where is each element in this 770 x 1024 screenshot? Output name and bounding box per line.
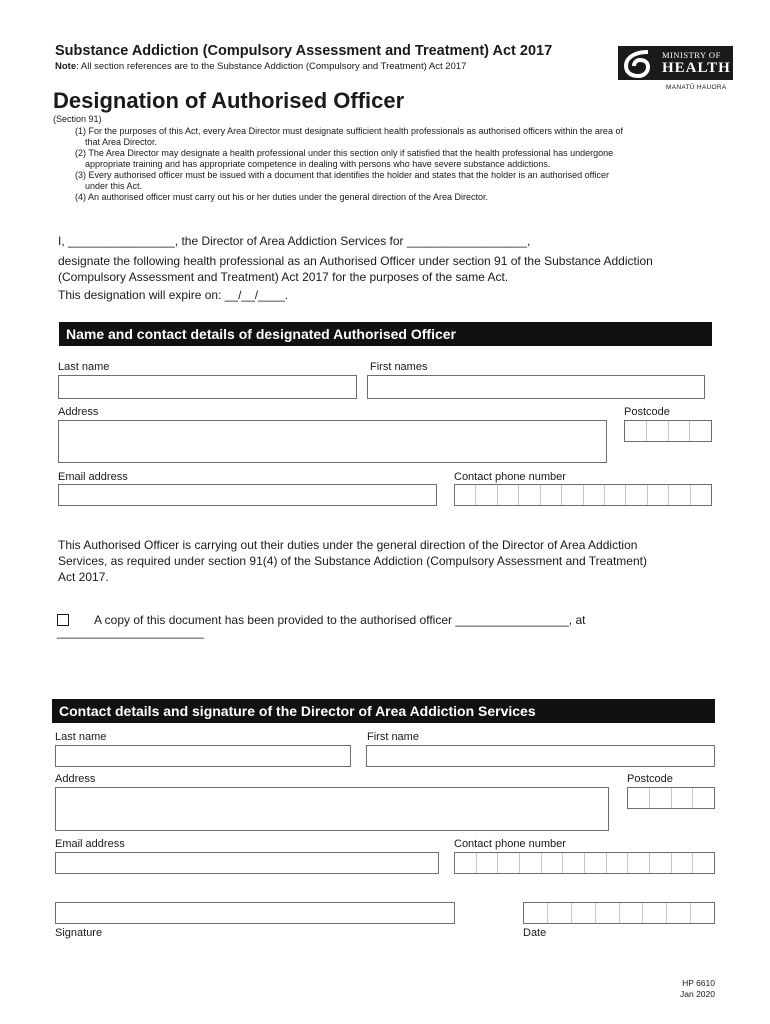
director-signature-field[interactable] [55,902,455,924]
page-title: Designation of Authorised Officer [53,88,405,113]
director-address-label: Address [55,773,96,785]
director-last-name-field[interactable] [55,745,351,767]
form-code: HP 6610 [682,978,715,988]
officer-last-name-label: Last name [58,361,110,373]
copy-provided-location-line: ______________________ [57,625,204,639]
logo-line-1: MINISTRY OF [662,50,721,60]
officer-last-name-field[interactable] [58,375,357,399]
logo-line-2: HEALTH [662,60,731,76]
note-text: : All section references are to the Substance Addiction (Compulsory and Treatment) Act 2017 [76,61,467,72]
direction-paragraph: This Authorised Officer is carrying out their duties under the general direction of the Director of Area Addiction Services, as required under section 91(4) of the Substance Addiction (Compulsory Assessment and Treatment) Act 2017. [58,538,647,584]
director-address-field[interactable] [55,787,609,831]
act-title: Substance Addiction (Compulsory Assessment and Treatment) Act 2017 [55,43,553,59]
officer-address-field[interactable] [58,420,607,463]
director-first-name-field[interactable] [366,745,715,767]
officer-phone-field[interactable] [454,484,712,506]
director-date-label: Date [523,927,547,939]
clause-4: (4) An authorised officer must carry out his or her duties under the general direction of the Area Director. [75,192,489,202]
officer-first-names-label: First names [370,361,428,373]
form-date: Jan 2020 [680,989,715,999]
form-footer [670,978,715,1000]
director-phone-field[interactable] [454,852,715,874]
director-date-field[interactable] [523,902,715,924]
act-note [55,61,466,72]
officer-address-label: Address [58,406,99,418]
director-intro-line: I, ________________, the Director of Area Addiction Services for __________________, [58,234,531,248]
officer-first-names-field[interactable] [367,375,705,399]
officer-email-label: Email address [58,471,128,483]
director-email-field[interactable] [55,852,439,874]
director-first-name-label: First name [367,731,419,743]
director-email-label: Email address [55,838,125,850]
officer-postcode-label: Postcode [624,406,670,418]
director-section-heading: Contact details and signature of the Director of Area Addiction Services [52,699,715,723]
clause-3: (3) Every authorised officer must be issued with a document that identifies the holder and states that the holder is an authorised officer under this Act. [75,170,609,191]
director-last-name-label: Last name [55,731,107,743]
officer-postcode-field[interactable] [624,420,712,442]
note-label: Note [55,61,77,72]
designation-line-1: designate the following health professional as an Authorised Officer under section 91 of the Substance Addiction [58,254,653,268]
clause-2: (2) The Area Director may designate a health professional under this section only if satisfied that the health professional has undergone appropriate training and has appropriate competence in dealing with persons who have severe substance addictions. [75,148,614,169]
section-reference: (Section 91) [53,114,102,124]
designation-line-2: (Compulsory Assessment and Treatment) Act 2017 for the purposes of the same Act. [58,270,509,284]
officer-phone-label: Contact phone number [454,471,566,483]
copy-provided-label: A copy of this document has been provided to the authorised officer _________________, at [94,613,586,627]
director-postcode-field[interactable] [627,787,715,809]
expiry-line: This designation will expire on: __/__/____. [58,288,289,302]
ministry-logo [618,46,733,96]
ministry-of-health-koru-icon [620,46,660,80]
logo-line-3: MANATŪ HAUORA [666,84,727,91]
officer-section-heading: Name and contact details of designated Authorised Officer [59,322,712,346]
officer-email-field[interactable] [58,484,437,506]
director-signature-label: Signature [55,927,103,939]
logo-box [618,46,733,80]
director-postcode-label: Postcode [627,773,673,785]
clause-1: (1) For the purposes of this Act, every Area Director must designate sufficient health professionals as authorised officers within the area of that Area Director. [75,126,623,147]
clauses-list [75,126,720,203]
director-phone-label: Contact phone number [454,838,566,850]
